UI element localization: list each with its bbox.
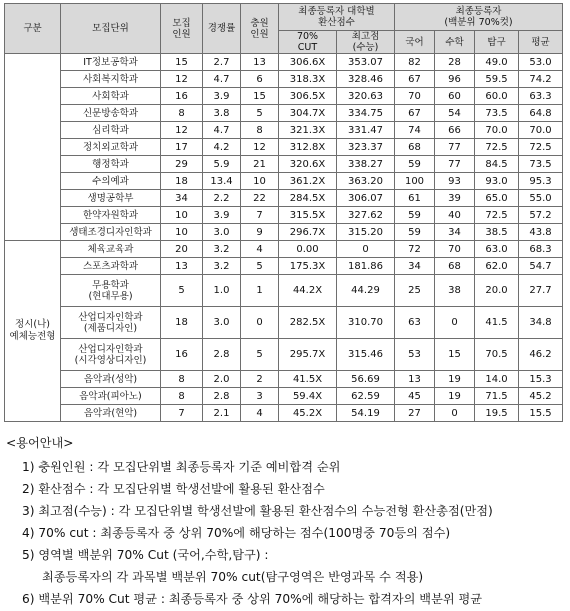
guide-item-5-continuation: 최종등록자의 각 과목별 백분위 70% cut(탐구영역은 반영과목 수 적용) xyxy=(42,570,424,584)
quota-cell: 16 xyxy=(161,339,203,371)
max-cell: 323.37 xyxy=(337,139,395,156)
math-cell: 93 xyxy=(435,173,475,190)
math-cell: 0 xyxy=(435,307,475,339)
math-cell: 39 xyxy=(435,190,475,207)
avg-cell: 45.2 xyxy=(519,388,563,405)
fill-cell: 5 xyxy=(241,339,279,371)
ratio-cell: 4.2 xyxy=(203,139,241,156)
table-row xyxy=(5,241,563,258)
table-row xyxy=(5,224,563,241)
korean-cell: 45 xyxy=(395,388,435,405)
ratio-cell: 3.8 xyxy=(203,105,241,122)
korean-cell: 100 xyxy=(395,173,435,190)
cut70-cell: 44.2X xyxy=(279,275,337,307)
quota-cell: 5 xyxy=(161,275,203,307)
quota-cell: 7 xyxy=(161,405,203,422)
korean-cell: 82 xyxy=(395,54,435,71)
max-cell: 327.62 xyxy=(337,207,395,224)
max-cell: 334.75 xyxy=(337,105,395,122)
dept-cell: 체육교육과 xyxy=(61,241,161,258)
inquiry-cell: 14.0 xyxy=(475,371,519,388)
inquiry-cell: 62.0 xyxy=(475,258,519,275)
ratio-cell: 3.9 xyxy=(203,207,241,224)
ratio-cell: 1.0 xyxy=(203,275,241,307)
quota-cell: 18 xyxy=(161,173,203,190)
cut70-cell: 295.7X xyxy=(279,339,337,371)
avg-cell: 73.5 xyxy=(519,156,563,173)
quota-cell: 8 xyxy=(161,105,203,122)
fill-cell: 8 xyxy=(241,122,279,139)
max-cell: 44.29 xyxy=(337,275,395,307)
guide-title: <용어안내> xyxy=(6,436,74,450)
dept-cell: 정치외교학과 xyxy=(61,139,161,156)
math-cell: 28 xyxy=(435,54,475,71)
avg-cell: 70.0 xyxy=(519,122,563,139)
fill-cell: 6 xyxy=(241,71,279,88)
math-cell: 40 xyxy=(435,207,475,224)
max-cell: 338.27 xyxy=(337,156,395,173)
avg-cell: 74.2 xyxy=(519,71,563,88)
ratio-cell: 13.4 xyxy=(203,173,241,190)
table-row xyxy=(5,71,563,88)
guide-item-3: 3) 최고점(수능) : 각 모집단위별 학생선발에 활용된 환산점수의 수능전형 환산총점(만점) xyxy=(22,504,493,518)
header-fill: 충원 인원 xyxy=(241,4,279,54)
avg-cell: 34.8 xyxy=(519,307,563,339)
math-cell: 34 xyxy=(435,224,475,241)
ratio-cell: 5.9 xyxy=(203,156,241,173)
dept-cell: 심리학과 xyxy=(61,122,161,139)
quota-cell: 34 xyxy=(161,190,203,207)
dept-cell: 생태조경디자인학과 xyxy=(61,224,161,241)
inquiry-cell: 41.5 xyxy=(475,307,519,339)
admission-results-table xyxy=(4,3,563,422)
korean-cell: 27 xyxy=(395,405,435,422)
ratio-cell: 2.0 xyxy=(203,371,241,388)
max-cell: 328.46 xyxy=(337,71,395,88)
avg-cell: 72.5 xyxy=(519,139,563,156)
table-row xyxy=(5,307,563,339)
guide-item-5: 5) 영역별 백분위 70% Cut (국어,수학,탐구) : xyxy=(22,548,269,562)
table-row xyxy=(5,190,563,207)
inquiry-cell: 84.5 xyxy=(475,156,519,173)
math-cell: 68 xyxy=(435,258,475,275)
ratio-cell: 3.9 xyxy=(203,88,241,105)
inquiry-cell: 73.5 xyxy=(475,105,519,122)
table-row xyxy=(5,371,563,388)
table-row xyxy=(5,122,563,139)
korean-cell: 67 xyxy=(395,71,435,88)
cut70-cell: 306.6X xyxy=(279,54,337,71)
ratio-cell: 4.7 xyxy=(203,71,241,88)
cut70-cell: 304.7X xyxy=(279,105,337,122)
guide-item-4: 4) 70% cut : 최종등록자 중 상위 70%에 해당하는 점수(100명중 70등의 점수) xyxy=(22,526,451,540)
dept-cell: 음악과(현악) xyxy=(61,405,161,422)
korean-cell: 61 xyxy=(395,190,435,207)
cut70-cell: 45.2X xyxy=(279,405,337,422)
table-row xyxy=(5,88,563,105)
fill-cell: 21 xyxy=(241,156,279,173)
fill-cell: 4 xyxy=(241,241,279,258)
korean-cell: 63 xyxy=(395,307,435,339)
fill-cell: 1 xyxy=(241,275,279,307)
ratio-cell: 3.2 xyxy=(203,241,241,258)
header-dept: 모집단위 xyxy=(61,4,161,54)
avg-cell: 46.2 xyxy=(519,339,563,371)
inquiry-cell: 72.5 xyxy=(475,139,519,156)
cut70-cell: 306.5X xyxy=(279,88,337,105)
dept-cell: 수의예과 xyxy=(61,173,161,190)
avg-cell: 68.3 xyxy=(519,241,563,258)
korean-cell: 68 xyxy=(395,139,435,156)
dept-cell: 무용학과 (현대무용) xyxy=(61,275,161,307)
header-cut70: 70% CUT xyxy=(279,31,337,54)
ratio-cell: 4.7 xyxy=(203,122,241,139)
inquiry-cell: 19.5 xyxy=(475,405,519,422)
dept-cell: 행정학과 xyxy=(61,156,161,173)
math-cell: 96 xyxy=(435,71,475,88)
math-cell: 77 xyxy=(435,156,475,173)
category-cell: 정시(나) 예체능전형 xyxy=(5,241,61,422)
fill-cell: 2 xyxy=(241,371,279,388)
guide-item-1: 1) 충원인원 : 각 모집단위별 최종등록자 기준 예비합격 순위 xyxy=(22,460,341,474)
dept-cell: 음악과(성악) xyxy=(61,371,161,388)
inquiry-cell: 93.0 xyxy=(475,173,519,190)
table-row xyxy=(5,173,563,190)
ratio-cell: 2.8 xyxy=(203,388,241,405)
avg-cell: 15.5 xyxy=(519,405,563,422)
fill-cell: 4 xyxy=(241,405,279,422)
avg-cell: 54.7 xyxy=(519,258,563,275)
dept-cell: 산업디자인학과 (제품디자인) xyxy=(61,307,161,339)
fill-cell: 7 xyxy=(241,207,279,224)
cut70-cell: 59.4X xyxy=(279,388,337,405)
inquiry-cell: 70.0 xyxy=(475,122,519,139)
cut70-cell: 284.5X xyxy=(279,190,337,207)
math-cell: 77 xyxy=(435,139,475,156)
inquiry-cell: 49.0 xyxy=(475,54,519,71)
max-cell: 363.20 xyxy=(337,173,395,190)
math-cell: 15 xyxy=(435,339,475,371)
math-cell: 60 xyxy=(435,88,475,105)
table-row xyxy=(5,388,563,405)
table-row xyxy=(5,207,563,224)
avg-cell: 27.7 xyxy=(519,275,563,307)
dept-cell: 한약자원학과 xyxy=(61,207,161,224)
avg-cell: 15.3 xyxy=(519,371,563,388)
avg-cell: 63.3 xyxy=(519,88,563,105)
table-row xyxy=(5,339,563,371)
cut70-cell: 315.5X xyxy=(279,207,337,224)
header-math: 수학 xyxy=(435,31,475,54)
cut70-cell: 318.3X xyxy=(279,71,337,88)
dept-cell: 신문방송학과 xyxy=(61,105,161,122)
avg-cell: 57.2 xyxy=(519,207,563,224)
max-cell: 0 xyxy=(337,241,395,258)
cut70-cell: 282.5X xyxy=(279,307,337,339)
cut70-cell: 175.3X xyxy=(279,258,337,275)
fill-cell: 15 xyxy=(241,88,279,105)
ratio-cell: 2.1 xyxy=(203,405,241,422)
ratio-cell: 2.2 xyxy=(203,190,241,207)
inquiry-cell: 59.5 xyxy=(475,71,519,88)
korean-cell: 59 xyxy=(395,156,435,173)
math-cell: 19 xyxy=(435,371,475,388)
math-cell: 54 xyxy=(435,105,475,122)
max-cell: 181.86 xyxy=(337,258,395,275)
avg-cell: 55.0 xyxy=(519,190,563,207)
table-row xyxy=(5,156,563,173)
math-cell: 0 xyxy=(435,405,475,422)
avg-cell: 43.8 xyxy=(519,224,563,241)
header-score-group: 최종등록자 대학별 환산점수 xyxy=(279,4,395,31)
ratio-cell: 2.8 xyxy=(203,339,241,371)
category-cell xyxy=(5,54,61,241)
fill-cell: 22 xyxy=(241,190,279,207)
quota-cell: 10 xyxy=(161,207,203,224)
inquiry-cell: 63.0 xyxy=(475,241,519,258)
max-cell: 62.59 xyxy=(337,388,395,405)
cut70-cell: 321.3X xyxy=(279,122,337,139)
quota-cell: 13 xyxy=(161,258,203,275)
korean-cell: 25 xyxy=(395,275,435,307)
fill-cell: 9 xyxy=(241,224,279,241)
header-ratio: 경쟁률 xyxy=(203,4,241,54)
quota-cell: 20 xyxy=(161,241,203,258)
cut70-cell: 41.5X xyxy=(279,371,337,388)
korean-cell: 13 xyxy=(395,371,435,388)
table-body xyxy=(5,54,563,422)
max-cell: 315.20 xyxy=(337,224,395,241)
quota-cell: 12 xyxy=(161,122,203,139)
fill-cell: 3 xyxy=(241,388,279,405)
fill-cell: 12 xyxy=(241,139,279,156)
inquiry-cell: 72.5 xyxy=(475,207,519,224)
header-percentile-group: 최종등록자 (백분위 70%컷) xyxy=(395,4,563,31)
quota-cell: 29 xyxy=(161,156,203,173)
dept-cell: 산업디자인학과 (시각영상디자인) xyxy=(61,339,161,371)
max-cell: 54.19 xyxy=(337,405,395,422)
fill-cell: 0 xyxy=(241,307,279,339)
dept-cell: 스포츠과학과 xyxy=(61,258,161,275)
quota-cell: 8 xyxy=(161,388,203,405)
inquiry-cell: 38.5 xyxy=(475,224,519,241)
table-header xyxy=(5,4,563,54)
inquiry-cell: 71.5 xyxy=(475,388,519,405)
korean-cell: 53 xyxy=(395,339,435,371)
max-cell: 56.69 xyxy=(337,371,395,388)
inquiry-cell: 70.5 xyxy=(475,339,519,371)
terms-guide xyxy=(6,432,566,610)
ratio-cell: 3.0 xyxy=(203,224,241,241)
quota-cell: 17 xyxy=(161,139,203,156)
ratio-cell: 3.0 xyxy=(203,307,241,339)
korean-cell: 67 xyxy=(395,105,435,122)
dept-cell: 사회학과 xyxy=(61,88,161,105)
header-avg: 평균 xyxy=(519,31,563,54)
table-row xyxy=(5,258,563,275)
guide-item-2: 2) 환산점수 : 각 모집단위별 학생선발에 활용된 환산점수 xyxy=(22,482,325,496)
inquiry-cell: 20.0 xyxy=(475,275,519,307)
dept-cell: 생명공학부 xyxy=(61,190,161,207)
table-row xyxy=(5,105,563,122)
table-row xyxy=(5,54,563,71)
max-cell: 310.70 xyxy=(337,307,395,339)
guide-item-6: 6) 백분위 70% Cut 평균 : 최종등록자 중 상위 70%에 해당하는 합격자의 백분위 평균 xyxy=(22,592,483,606)
quota-cell: 16 xyxy=(161,88,203,105)
header-inquiry: 탐구 xyxy=(475,31,519,54)
table-row xyxy=(5,275,563,307)
korean-cell: 72 xyxy=(395,241,435,258)
math-cell: 66 xyxy=(435,122,475,139)
header-korean: 국어 xyxy=(395,31,435,54)
fill-cell: 5 xyxy=(241,105,279,122)
max-cell: 315.46 xyxy=(337,339,395,371)
dept-cell: 사회복지학과 xyxy=(61,71,161,88)
quota-cell: 10 xyxy=(161,224,203,241)
max-cell: 320.63 xyxy=(337,88,395,105)
cut70-cell: 361.2X xyxy=(279,173,337,190)
ratio-cell: 3.2 xyxy=(203,258,241,275)
avg-cell: 64.8 xyxy=(519,105,563,122)
fill-cell: 10 xyxy=(241,173,279,190)
quota-cell: 12 xyxy=(161,71,203,88)
cut70-cell: 296.7X xyxy=(279,224,337,241)
korean-cell: 59 xyxy=(395,224,435,241)
header-max: 최고점 (수능) xyxy=(337,31,395,54)
korean-cell: 34 xyxy=(395,258,435,275)
cut70-cell: 312.8X xyxy=(279,139,337,156)
max-cell: 306.07 xyxy=(337,190,395,207)
cut70-cell: 320.6X xyxy=(279,156,337,173)
inquiry-cell: 65.0 xyxy=(475,190,519,207)
math-cell: 70 xyxy=(435,241,475,258)
fill-cell: 13 xyxy=(241,54,279,71)
avg-cell: 95.3 xyxy=(519,173,563,190)
dept-cell: 음악과(피아노) xyxy=(61,388,161,405)
math-cell: 19 xyxy=(435,388,475,405)
table-row xyxy=(5,139,563,156)
cut70-cell: 0.00 xyxy=(279,241,337,258)
ratio-cell: 2.7 xyxy=(203,54,241,71)
quota-cell: 8 xyxy=(161,371,203,388)
korean-cell: 70 xyxy=(395,88,435,105)
korean-cell: 59 xyxy=(395,207,435,224)
inquiry-cell: 60.0 xyxy=(475,88,519,105)
header-category: 구분 xyxy=(5,4,61,54)
math-cell: 38 xyxy=(435,275,475,307)
table-row xyxy=(5,405,563,422)
dept-cell: IT정보공학과 xyxy=(61,54,161,71)
fill-cell: 5 xyxy=(241,258,279,275)
quota-cell: 18 xyxy=(161,307,203,339)
max-cell: 353.07 xyxy=(337,54,395,71)
avg-cell: 53.0 xyxy=(519,54,563,71)
quota-cell: 15 xyxy=(161,54,203,71)
korean-cell: 74 xyxy=(395,122,435,139)
header-quota: 모집 인원 xyxy=(161,4,203,54)
max-cell: 331.47 xyxy=(337,122,395,139)
